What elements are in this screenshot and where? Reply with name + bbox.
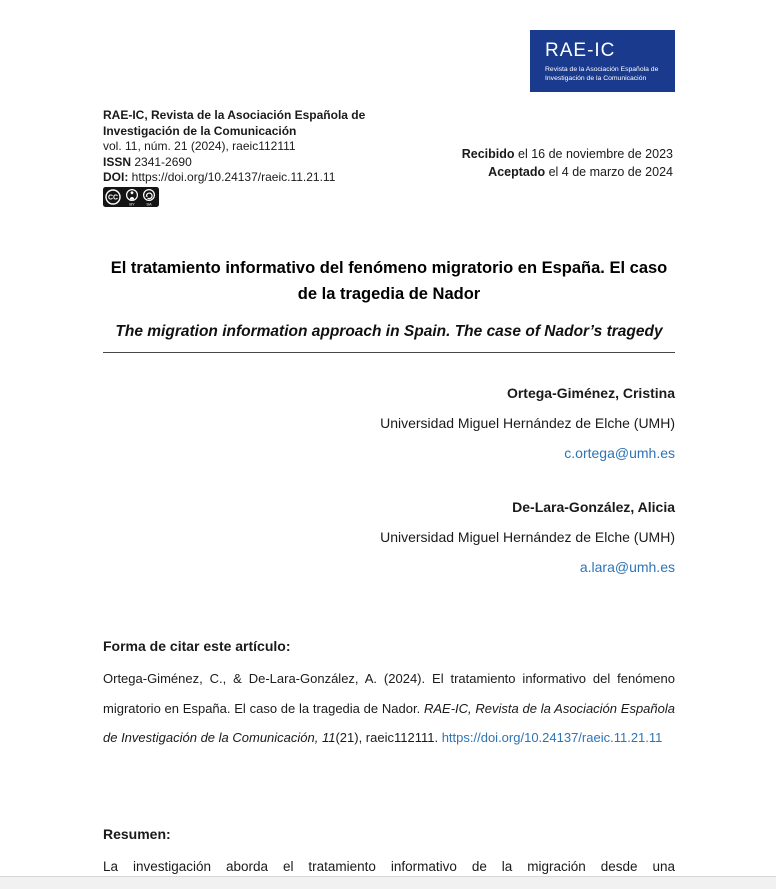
journal-logo: [530, 30, 675, 92]
author-name: Ortega-Giménez, Cristina: [506, 385, 675, 401]
cc-by-sa-image: [103, 187, 159, 207]
doi-value: https://doi.org/10.24137/raeic.11.21.11: [128, 170, 336, 184]
article-title-english: The migration information approach in Spain. The case of Nador’s tragedy: [115, 323, 663, 340]
citation-doi-link[interactable]: https://doi.org/10.24137/raeic.11.21.11: [441, 730, 663, 745]
author-block-1: [103, 378, 675, 468]
accepted-line: [103, 164, 673, 182]
cc-license-badge: [103, 187, 159, 207]
journal-volume-line: vol. 11, núm. 21 (2024), raeic112111: [103, 139, 296, 153]
article-title-spanish: El tratamiento informativo del fenómeno migratorio en España. El caso de la tragedia de Nador: [110, 259, 668, 303]
citation-text-1: Ortega-Giménez, C., & De-Lara-González, A. (2024). El tratamiento informativo del fenómeno migratorio en España. El caso de la tragedia de Nador.: [103, 671, 675, 716]
abstract-first-line: La investigación aborda el tratamiento informativo de la migración desde una: [103, 859, 675, 874]
author-email-link[interactable]: c.ortega@umh.es: [564, 445, 675, 461]
citation-journal-italic: RAE-IC, Revista de la Asociación Española de Investigación de la Comunicación, 11: [103, 700, 675, 745]
received-label: Recibido: [461, 147, 515, 161]
author-block-2: [103, 492, 675, 582]
received-line: [103, 146, 673, 164]
citation-paragraph: [103, 664, 675, 753]
citation-heading: Forma de citar este artículo:: [103, 638, 291, 654]
citation-text-2: (21), raeic112111.: [335, 730, 442, 745]
accepted-label: Aceptado: [488, 164, 546, 179]
author-name: De-Lara-González, Alicia: [512, 499, 675, 515]
journal-name: RAE-IC, Revista de la Asociación Española de Investigación de la Comunicación: [103, 108, 366, 138]
svg-text:CC: CC: [107, 194, 119, 202]
svg-text:BY: BY: [129, 201, 135, 207]
title-divider: [103, 352, 675, 353]
journal-logo-title: RAE-IC: [545, 40, 616, 61]
author-affiliation: Universidad Miguel Hernández de Elche (UMH): [380, 415, 675, 431]
author-affiliation: Universidad Miguel Hernández de Elche (UMH): [380, 529, 675, 545]
svg-text:SA: SA: [146, 201, 152, 207]
accepted-rest: el 4 de marzo de 2024: [545, 164, 673, 179]
author-email-line: [103, 552, 675, 582]
dates-block: [103, 146, 673, 181]
issn-label: ISSN: [103, 154, 132, 169]
issn-value: 2341-2690: [131, 154, 192, 169]
author-email-line: [103, 438, 675, 468]
doi-label: DOI:: [103, 170, 129, 184]
page-bottom-gap: [0, 876, 776, 889]
journal-logo-subtitle: Revista de la Asociación Española de Investigación de la Comunicación: [545, 66, 659, 82]
received-rest: el 16 de noviembre de 2023: [514, 147, 673, 161]
author-email-link[interactable]: a.lara@umh.es: [579, 559, 675, 575]
abstract-heading: Resumen:: [103, 826, 171, 842]
